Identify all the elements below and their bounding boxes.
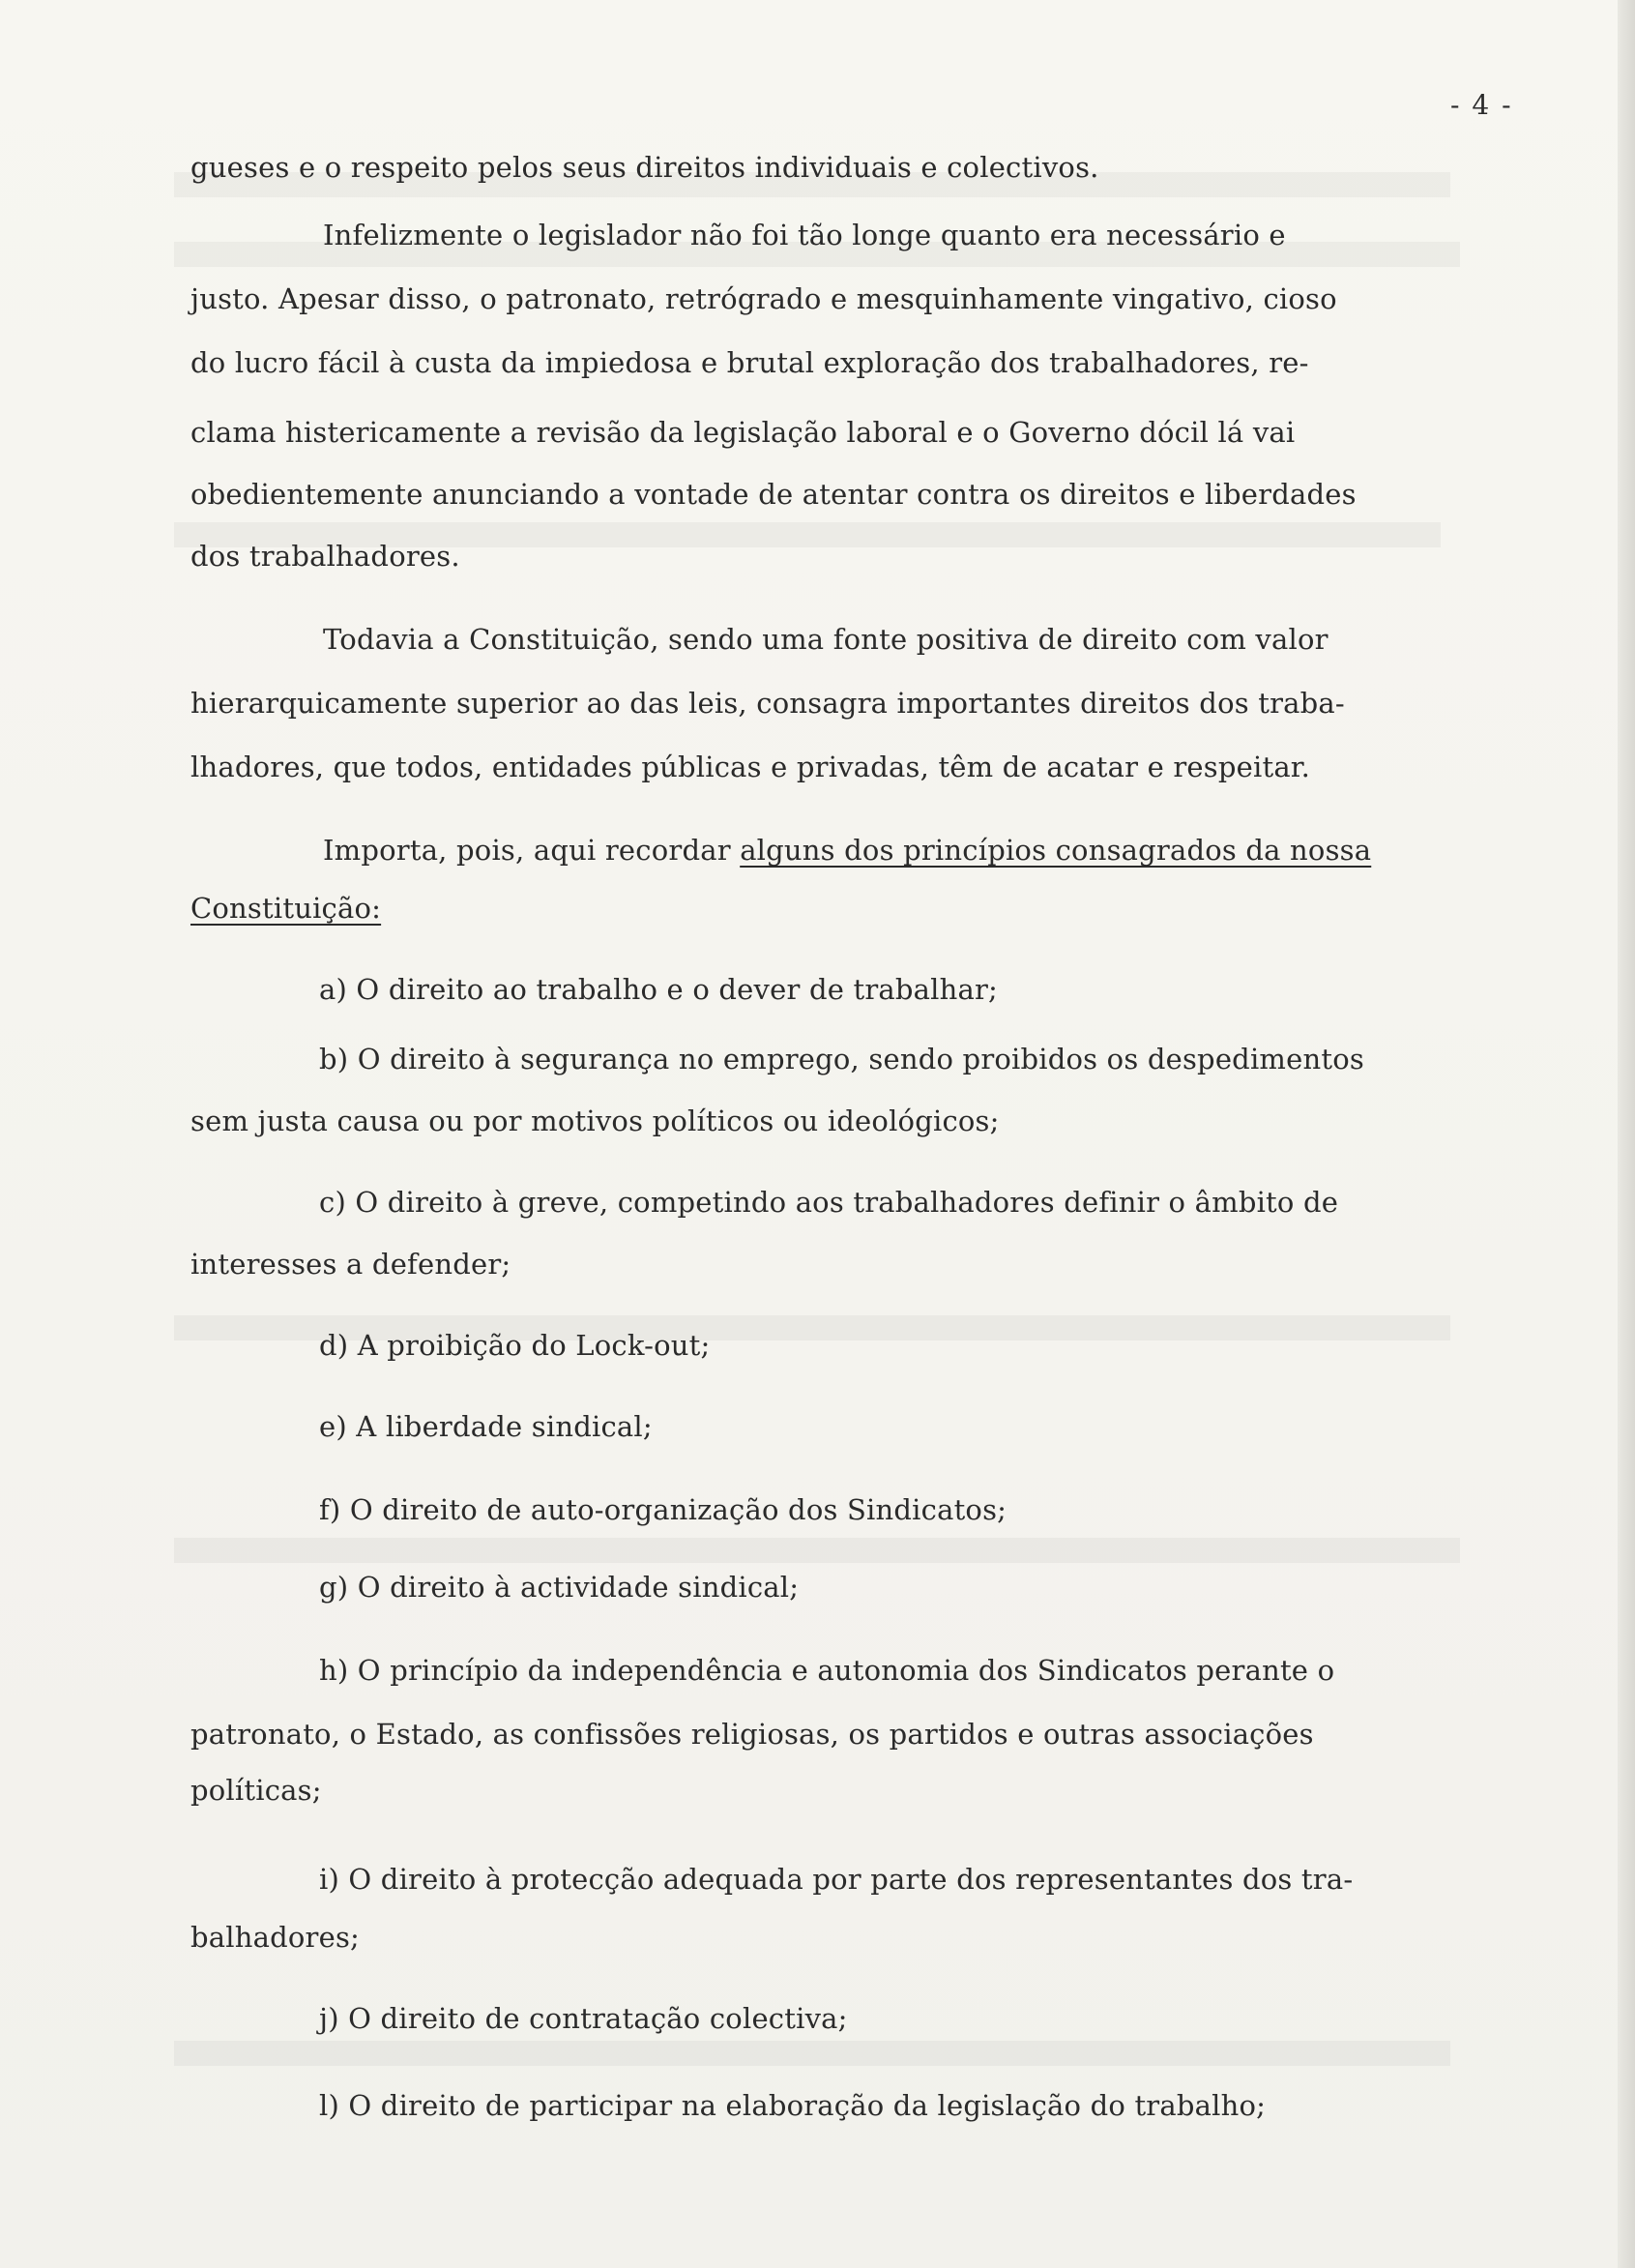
list-item-h-line-1: h) O princípio da independência e autonomia dos Sindicatos perante o xyxy=(319,1654,1335,1687)
paragraph-1-line-4: clama histericamente a revisão da legislação laboral e o Governo dócil lá vai xyxy=(190,416,1296,449)
list-item-e: e) A liberdade sindical; xyxy=(319,1410,653,1443)
paragraph-2-line-2: hierarquicamente superior ao das leis, consagra importantes direitos dos traba- xyxy=(190,687,1345,720)
paragraph-3-intro: Importa, pois, aqui recordar xyxy=(323,834,741,867)
paragraph-1-line-2: justo. Apesar disso, o patronato, retrógrado e mesquinhamente vingativo, cioso xyxy=(190,282,1337,315)
paragraph-continuation: gueses e o respeito pelos seus direitos individuais e colectivos. xyxy=(190,151,1099,184)
list-item-b-line-1: b) O direito à segurança no emprego, sendo proibidos os despedimentos xyxy=(319,1043,1364,1075)
paragraph-3-line-1 xyxy=(323,833,1371,868)
list-item-j: j) O direito de contratação colectiva; xyxy=(319,2002,848,2035)
list-item-h-line-2: patronato, o Estado, as confissões religiosas, os partidos e outras associações xyxy=(190,1718,1314,1751)
paragraph-3-underlined-phrase: alguns dos princípios consagrados da nossa xyxy=(740,834,1372,867)
paragraph-1-line-1: Infelizmente o legislador não foi tão longe quanto era necessário e xyxy=(323,219,1286,251)
paragraph-3-line-2: Constituição: xyxy=(190,892,382,925)
paragraph-2-line-1: Todavia a Constituição, sendo uma fonte positiva de direito com valor xyxy=(323,623,1328,656)
paragraph-1-line-5: obedientemente anunciando a vontade de atentar contra os direitos e liberdades xyxy=(190,478,1357,511)
list-item-c-line-2: interesses a defender; xyxy=(190,1248,511,1281)
list-item-h-line-3: políticas; xyxy=(190,1774,322,1807)
paragraph-2-line-3: lhadores, que todos, entidades públicas e privadas, têm de acatar e respeitar. xyxy=(190,751,1311,783)
list-item-b-line-2: sem justa causa ou por motivos políticos ou ideológicos; xyxy=(190,1105,1000,1137)
list-item-f: f) O direito de auto-organização dos Sindicatos; xyxy=(319,1493,1007,1526)
paragraph-1-line-6: dos trabalhadores. xyxy=(190,540,460,573)
list-item-g: g) O direito à actividade sindical; xyxy=(319,1571,800,1604)
bleed-through-line xyxy=(174,2041,1450,2066)
page-number: - 4 - xyxy=(1450,89,1513,121)
list-item-c-line-1: c) O direito à greve, competindo aos trabalhadores definir o âmbito de xyxy=(319,1186,1339,1219)
list-item-i-line-2: balhadores; xyxy=(190,1921,360,1954)
list-item-d: d) A proibição do Lock-out; xyxy=(319,1329,711,1362)
list-item-l: l) O direito de participar na elaboração da legislação do trabalho; xyxy=(319,2089,1267,2122)
list-item-a: a) O direito ao trabalho e o dever de trabalhar; xyxy=(319,973,999,1006)
page-edge-shadow xyxy=(1618,0,1635,2268)
paragraph-1-line-3: do lucro fácil à custa da impiedosa e brutal exploração dos trabalhadores, re- xyxy=(190,346,1309,379)
list-item-i-line-1: i) O direito à protecção adequada por parte dos representantes dos tra- xyxy=(319,1863,1354,1896)
bleed-through-line xyxy=(174,1538,1460,1563)
